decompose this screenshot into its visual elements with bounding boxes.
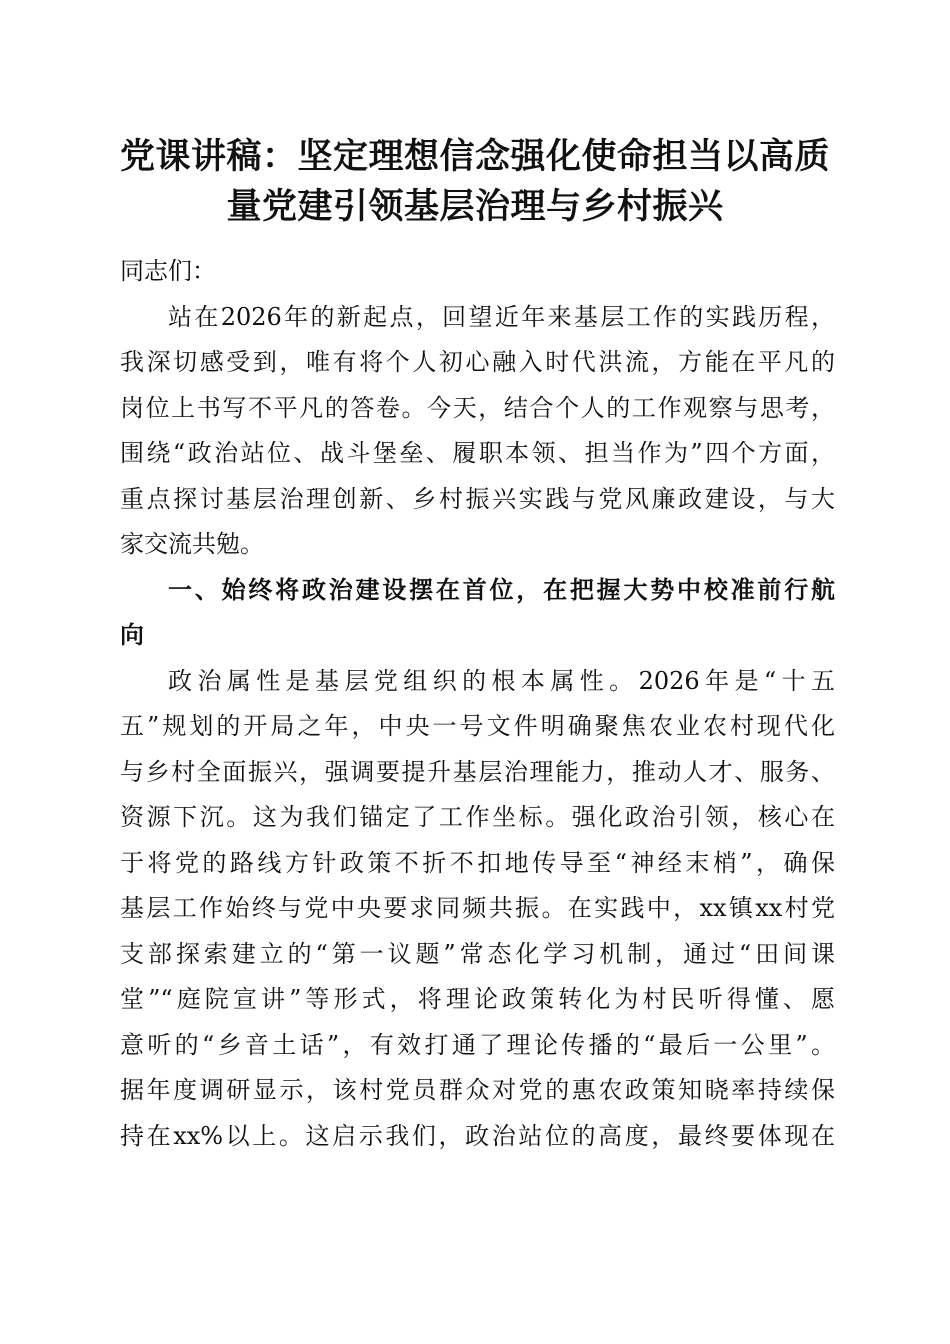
intro-paragraph: [120, 295, 835, 568]
paragraph-line: 堂”“庭院宣讲”等形式，将理论政策转化为村民听得懂、愿: [120, 985, 835, 1013]
paragraph-line: 围绕“政治站位、战斗堡垒、履职本领、担当作为”四个方面，: [120, 439, 835, 467]
heading-line: 向: [120, 621, 144, 649]
paragraph-line: 重点探讨基层治理创新、乡村振兴实践与党风廉政建设，与大: [120, 484, 835, 513]
title-line-1: 党课讲稿：坚定理想信念强化使命担当以高质: [119, 137, 830, 177]
section-1-paragraph: [120, 659, 835, 1160]
section-1-heading: [120, 568, 835, 659]
paragraph-line: 五”规划的开局之年，中央一号文件明确聚焦农业农村现代化: [120, 712, 835, 740]
paragraph-line: 资源下沉。这为我们锚定了工作坐标。强化政治引领，核心在: [120, 803, 835, 831]
paragraph-line: 持在xx%以上。这启示我们，政治站位的高度，最终要体现在: [120, 1121, 835, 1150]
paragraph-line: 家交流共勉。: [120, 530, 264, 558]
paragraph-line: 意听的“乡音土话”，有效打通了理论传播的“最后一公里”。: [120, 1030, 835, 1059]
paragraph-line: 支部探索建立的“第一议题”常态化学习机制，通过“田间课: [120, 939, 835, 968]
paragraph-line: 据年度调研显示，该村党员群众对党的惠农政策知晓率持续保: [120, 1076, 835, 1104]
paragraph-line: 岗位上书写不平凡的答卷。今天，结合个人的工作观察与思考，: [120, 393, 835, 422]
heading-line: 一、始终将政治建设摆在首位，在把握大势中校准前行航: [168, 575, 835, 604]
paragraph-line: 基层工作始终与党中央要求同频共振。在实践中，xx镇xx村党: [120, 894, 835, 922]
document-body: [120, 249, 835, 1159]
document-title: [110, 132, 840, 232]
paragraph-line: 我深切感受到，唯有将个人初心融入时代洪流，方能在平凡的: [120, 348, 835, 376]
paragraph-line: 政治属性是基层党组织的根本属性。2026年是“十五: [168, 666, 835, 695]
paragraph-line: 站在2026年的新起点，回望近年来基层工作的实践历程，: [168, 302, 835, 331]
paragraph-line: 于将党的路线方针政策不折不扣地传导至“神经末梢”，确保: [120, 848, 835, 877]
paragraph-line: 与乡村全面振兴，强调要提升基层治理能力，推动人才、服务、: [120, 757, 835, 786]
salutation: 同志们：: [120, 257, 216, 285]
title-line-2: 量党建引领基层治理与乡村振兴: [226, 187, 724, 227]
